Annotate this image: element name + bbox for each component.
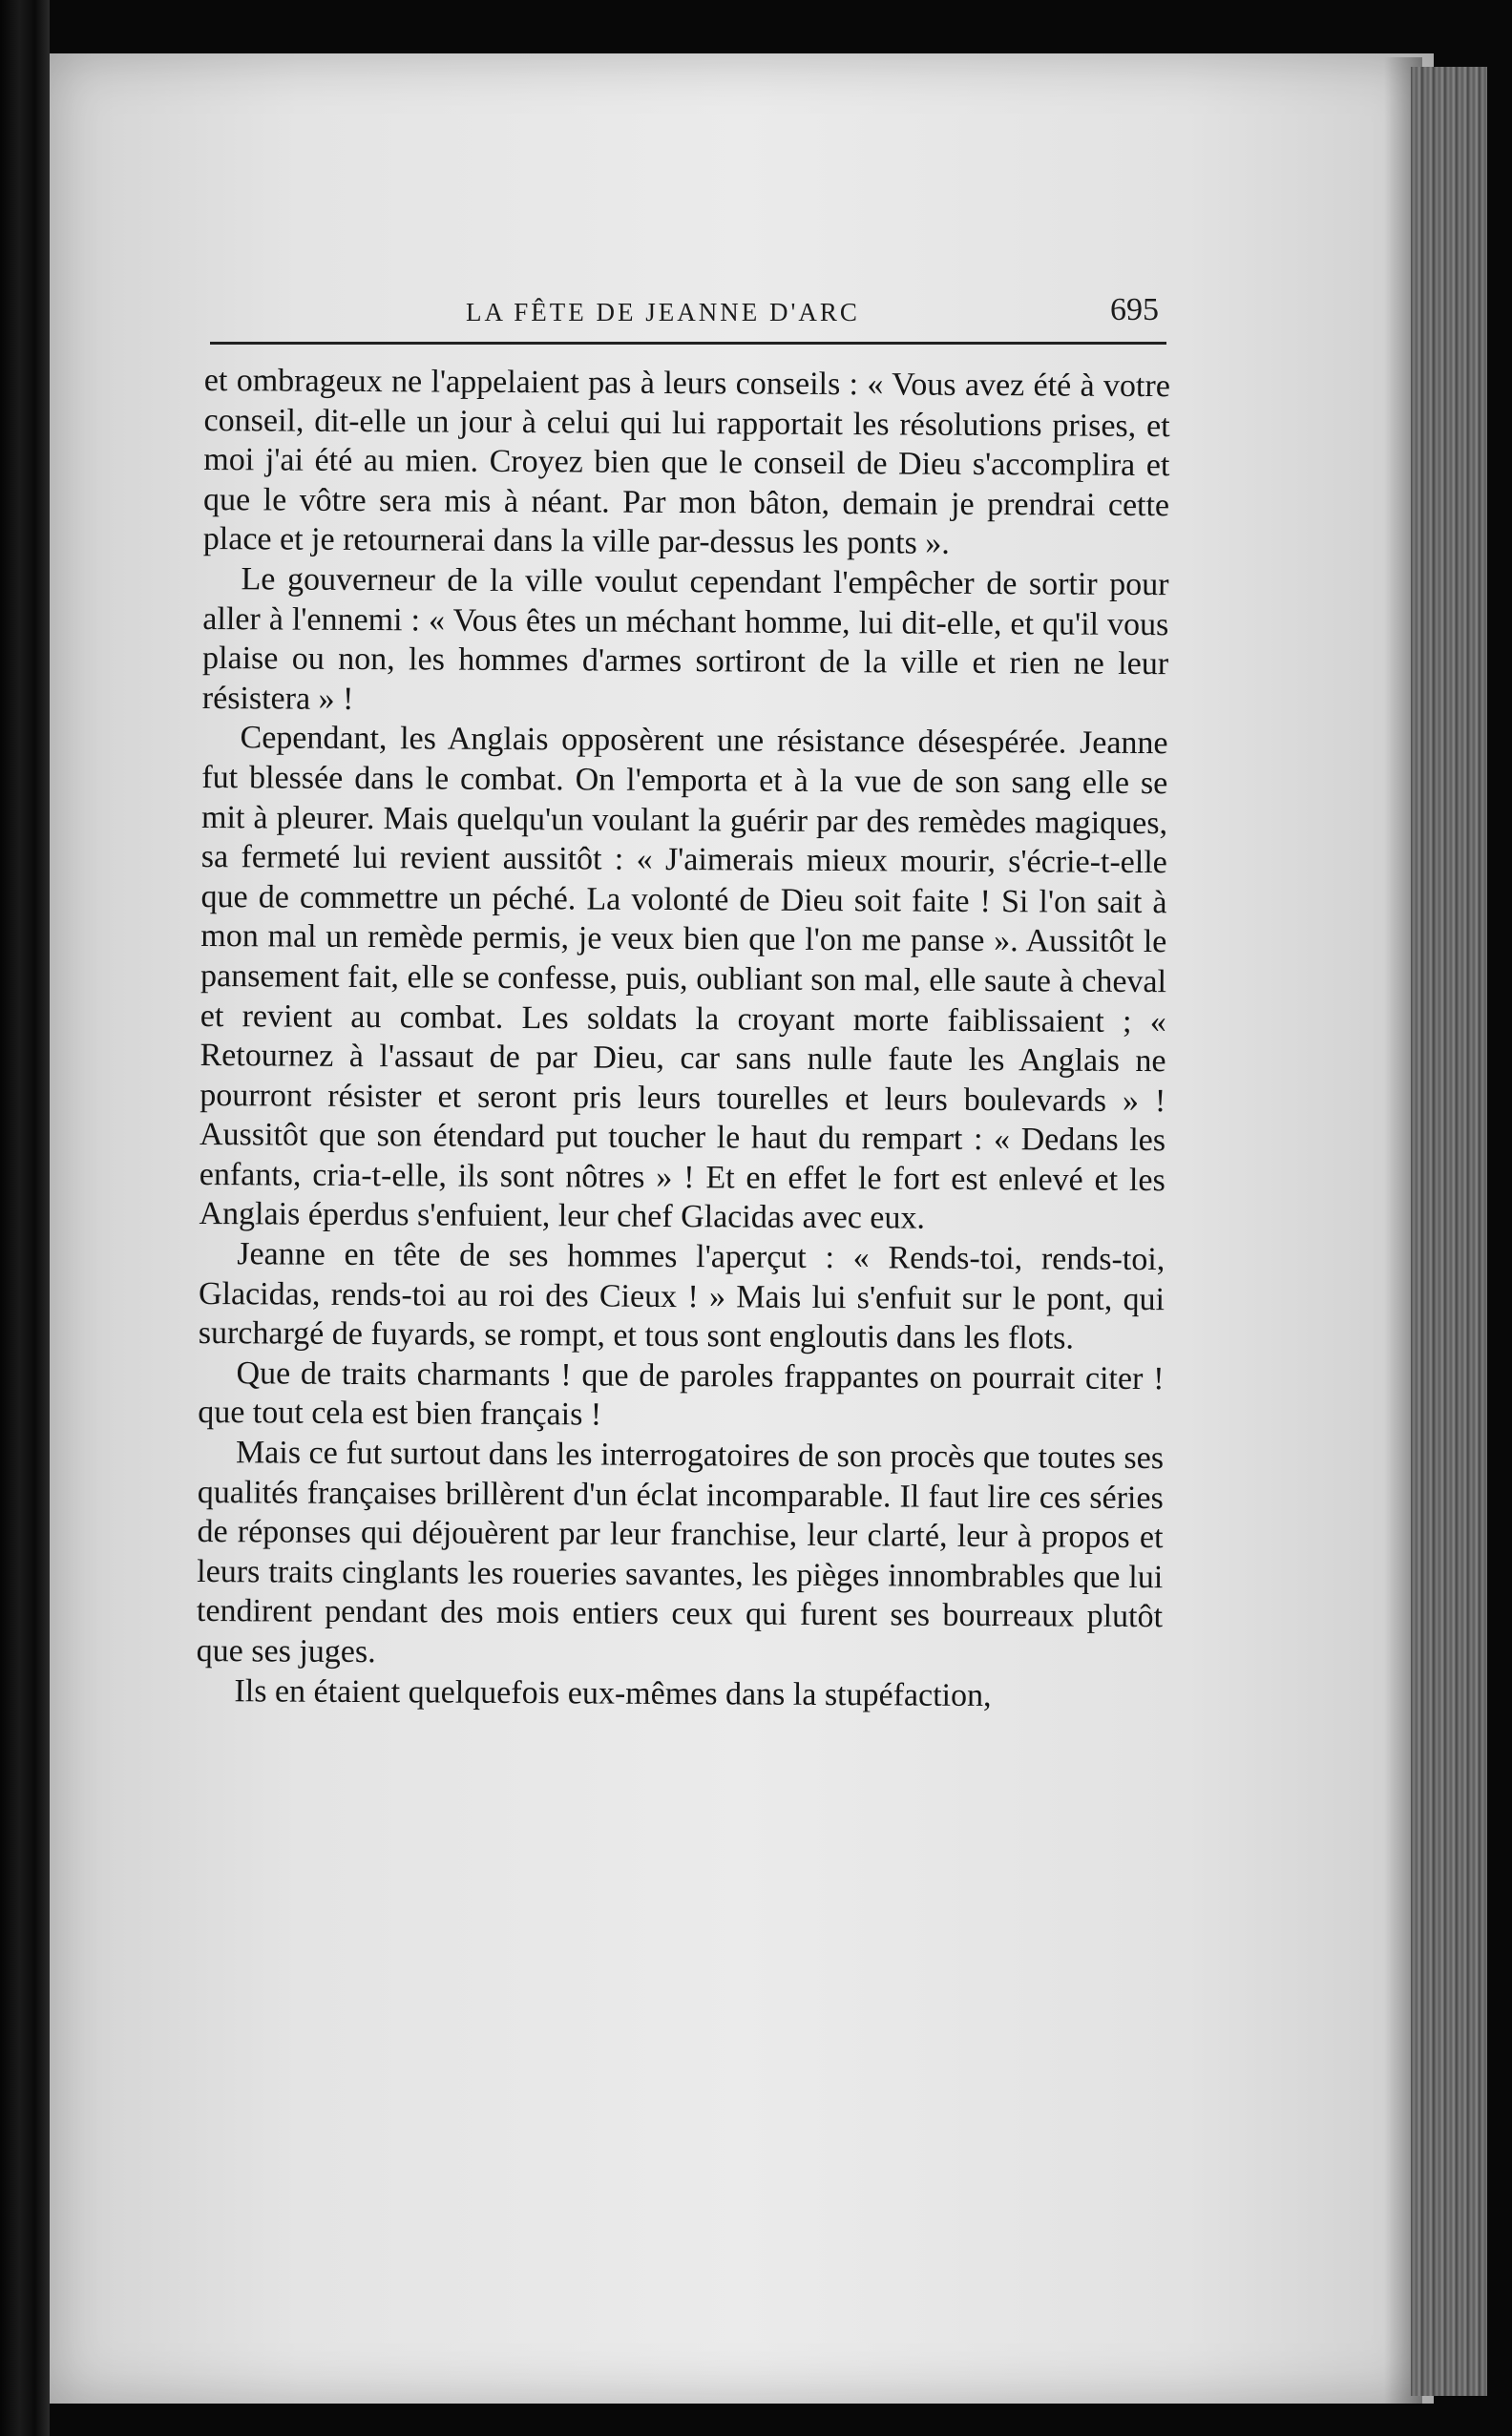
paragraph: Ils en étaient quelquefois eux-mêmes dans la stupéfaction,	[234, 1672, 992, 1713]
paragraph: Le gouverneur de la ville voulut cependant l'empêcher de sortir pour aller à l'ennemi : « Vous êtes un méchant homme, lui dit-elle, et qu'il vous plaise ou non, les hommes d'armes sortiront de la ville et rien ne leur résistera » !	[201, 561, 1169, 717]
paragraph: Que de traits charmants ! que de paroles frappantes on pourrait citer ! que tout cela est bien français !	[198, 1355, 1165, 1434]
running-header	[210, 292, 1165, 340]
page-stack-edge	[1411, 67, 1487, 2396]
paragraph: Jeanne en tête de ses hommes l'aperçut : « Rends-toi, rends-toi, Glacidas, rends-toi au roi des Cieux ! » Mais lui s'enfuit sur le pont, qui surchargé de fuyards, se rompt, et tous sont engloutis dans les flots.	[198, 1236, 1166, 1356]
paragraph: Cependant, les Anglais opposèrent une résistance désespérée. Jeanne fut blessée dans le combat. On l'emporta et à la vue de son sang elle se mit à pleurer. Mais quelqu'un voulant la guérir par des remèdes magiques, sa fermeté lui revient aussitôt : « J'aimerais mieux mourir, s'écrie-t-elle que de commettre un péché. La volonté de Dieu soit faite ! Si l'on sait à mon mal un remède permis, je veux bien que l'on me panse ». Aussitôt le pansement fait, elle se confesse, puis, oubliant son mal, elle saute à cheval et revient au combat. Les soldats la croyant morte faiblissaient ; « Retournez à l'assaut de par Dieu, car sans nulle faute les Anglais ne pourront résister et seront pris leurs tourelles et leurs boulevards » ! Aussitôt que son étendard put toucher le haut du rempart : « Dedans les enfants, cria-t-elle, ils sont nôtres » ! Et en effet le fort est enlevé et les Anglais éperdus s'enfuient, leur chef Glacidas avec eux.	[199, 720, 1168, 1237]
paragraph: Mais ce fut surtout dans les interrogatoires de son procès que toutes ses qualités françaises brillèrent d'un éclat incomparable. Il faut lire ces séries de réponses qui déjouèrent par leur franchise, leur clarté, leur à propos et leurs traits cinglants les roueries savantes, les pièges innombrables que lui tendirent pendant des mois entiers ceux qui furent ses bourreaux plutôt que ses juges.	[196, 1435, 1165, 1670]
page-number: 695	[1110, 292, 1159, 327]
running-title: LA FÊTE DE JEANNE D'ARC	[466, 298, 860, 326]
book-gutter	[0, 0, 50, 2436]
header-rule	[210, 342, 1166, 345]
body-text	[196, 361, 1170, 1716]
paragraph: et ombrageux ne l'appelaient pas à leurs conseils : « Vous avez été à votre conseil, dit-elle un jour à celui qui lui rapportait les résolutions prises, et moi j'ai été au mien. Croyez bien que le conseil de Dieu s'accomplira et que le vôtre sera mis à néant. Par mon bâton, demain je prendrai cette place et je retournerai dans la ville par-dessus les ponts ».	[202, 362, 1170, 562]
